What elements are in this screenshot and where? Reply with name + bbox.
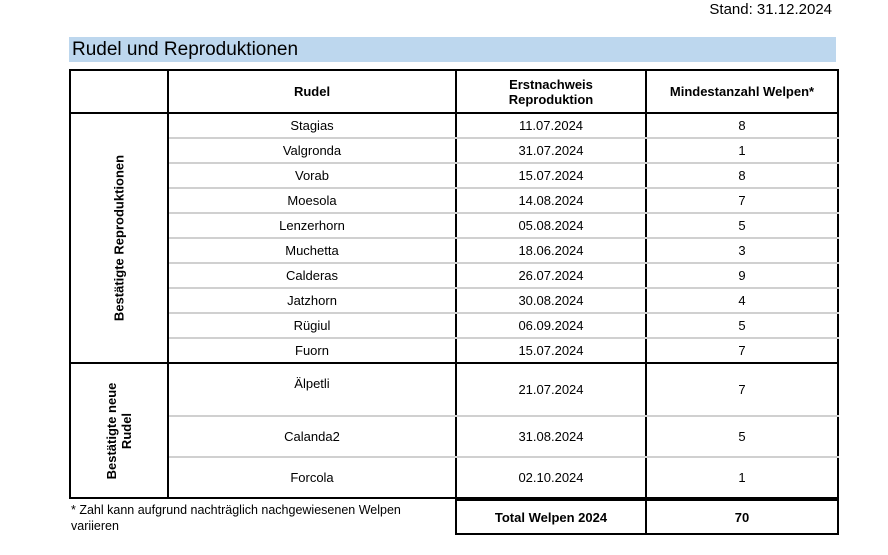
table-row (70, 313, 838, 338)
cell-welpen: 7 (646, 338, 838, 363)
header-welpen: Mindestanzahl Welpen* (646, 70, 838, 113)
total-value: 70 (646, 500, 838, 534)
cell-datum: 06.09.2024 (456, 313, 646, 338)
cell-welpen: 1 (646, 138, 838, 163)
cell-rudel: Vorab (168, 163, 456, 188)
cell-rudel: Jatzhorn (168, 288, 456, 313)
table-row (70, 138, 838, 163)
cell-datum: 31.08.2024 (456, 416, 646, 457)
total-label: Total Welpen 2024 (456, 500, 646, 534)
group-label-bestaetigte: Bestätigte Reproduktionen (111, 154, 127, 322)
cell-datum: 18.06.2024 (456, 238, 646, 263)
cell-datum: 11.07.2024 (456, 113, 646, 138)
cell-datum: 21.07.2024 (456, 363, 646, 416)
cell-rudel: Lenzerhorn (168, 213, 456, 238)
cell-rudel: Muchetta (168, 238, 456, 263)
header-rudel: Rudel (168, 70, 456, 113)
table-row (70, 288, 838, 313)
cell-welpen: 3 (646, 238, 838, 263)
footnote: * Zahl kann aufgrund nachträglich nachgewiesenen Welpen variieren (71, 503, 401, 533)
group-label-cell (70, 363, 168, 498)
cell-rudel: Moesola (168, 188, 456, 213)
table-row (70, 457, 838, 498)
group-label-neue: Bestätigte neue Rudel (104, 382, 134, 479)
table-row (70, 213, 838, 238)
table-row (70, 363, 838, 416)
packs-table (69, 69, 839, 499)
header-erstnachweis-line2: Reproduktion (508, 91, 594, 107)
cell-datum: 02.10.2024 (456, 457, 646, 498)
cell-welpen: 8 (646, 163, 838, 188)
total-row (456, 500, 838, 534)
cell-rudel: Rügiul (168, 313, 456, 338)
cell-rudel: Calderas (168, 263, 456, 288)
table-row (70, 263, 838, 288)
cell-welpen: 5 (646, 416, 838, 457)
header-empty-cell (70, 70, 168, 113)
cell-datum: 05.08.2024 (456, 213, 646, 238)
cell-rudel: Valgronda (168, 138, 456, 163)
cell-welpen: 4 (646, 288, 838, 313)
group-label-cell (70, 113, 168, 363)
table-row (70, 188, 838, 213)
cell-rudel: Älpetli (168, 363, 456, 416)
section-title: Rudel und Reproduktionen (69, 37, 836, 62)
table-row (70, 238, 838, 263)
header-erstnachweis (456, 70, 646, 113)
cell-welpen: 5 (646, 213, 838, 238)
table-row (70, 416, 838, 457)
cell-welpen: 7 (646, 363, 838, 416)
cell-rudel: Forcola (168, 457, 456, 498)
cell-welpen: 7 (646, 188, 838, 213)
table-row (70, 113, 838, 138)
cell-rudel: Calanda2 (168, 416, 456, 457)
table-row (70, 338, 838, 363)
total-table (455, 499, 839, 535)
cell-datum: 31.07.2024 (456, 138, 646, 163)
cell-datum: 15.07.2024 (456, 338, 646, 363)
cell-datum: 30.08.2024 (456, 288, 646, 313)
cell-welpen: 5 (646, 313, 838, 338)
cell-welpen: 9 (646, 263, 838, 288)
cell-rudel: Stagias (168, 113, 456, 138)
header-erstnachweis-line1: Erstnachweis (509, 76, 593, 92)
cell-datum: 14.08.2024 (456, 188, 646, 213)
cell-rudel: Fuorn (168, 338, 456, 363)
cell-datum: 15.07.2024 (456, 163, 646, 188)
cell-welpen: 8 (646, 113, 838, 138)
table-row (70, 163, 838, 188)
cell-welpen: 1 (646, 457, 838, 498)
cell-datum: 26.07.2024 (456, 263, 646, 288)
status-date: Stand: 31.12.2024 (709, 1, 832, 18)
table-header-row (70, 70, 838, 113)
